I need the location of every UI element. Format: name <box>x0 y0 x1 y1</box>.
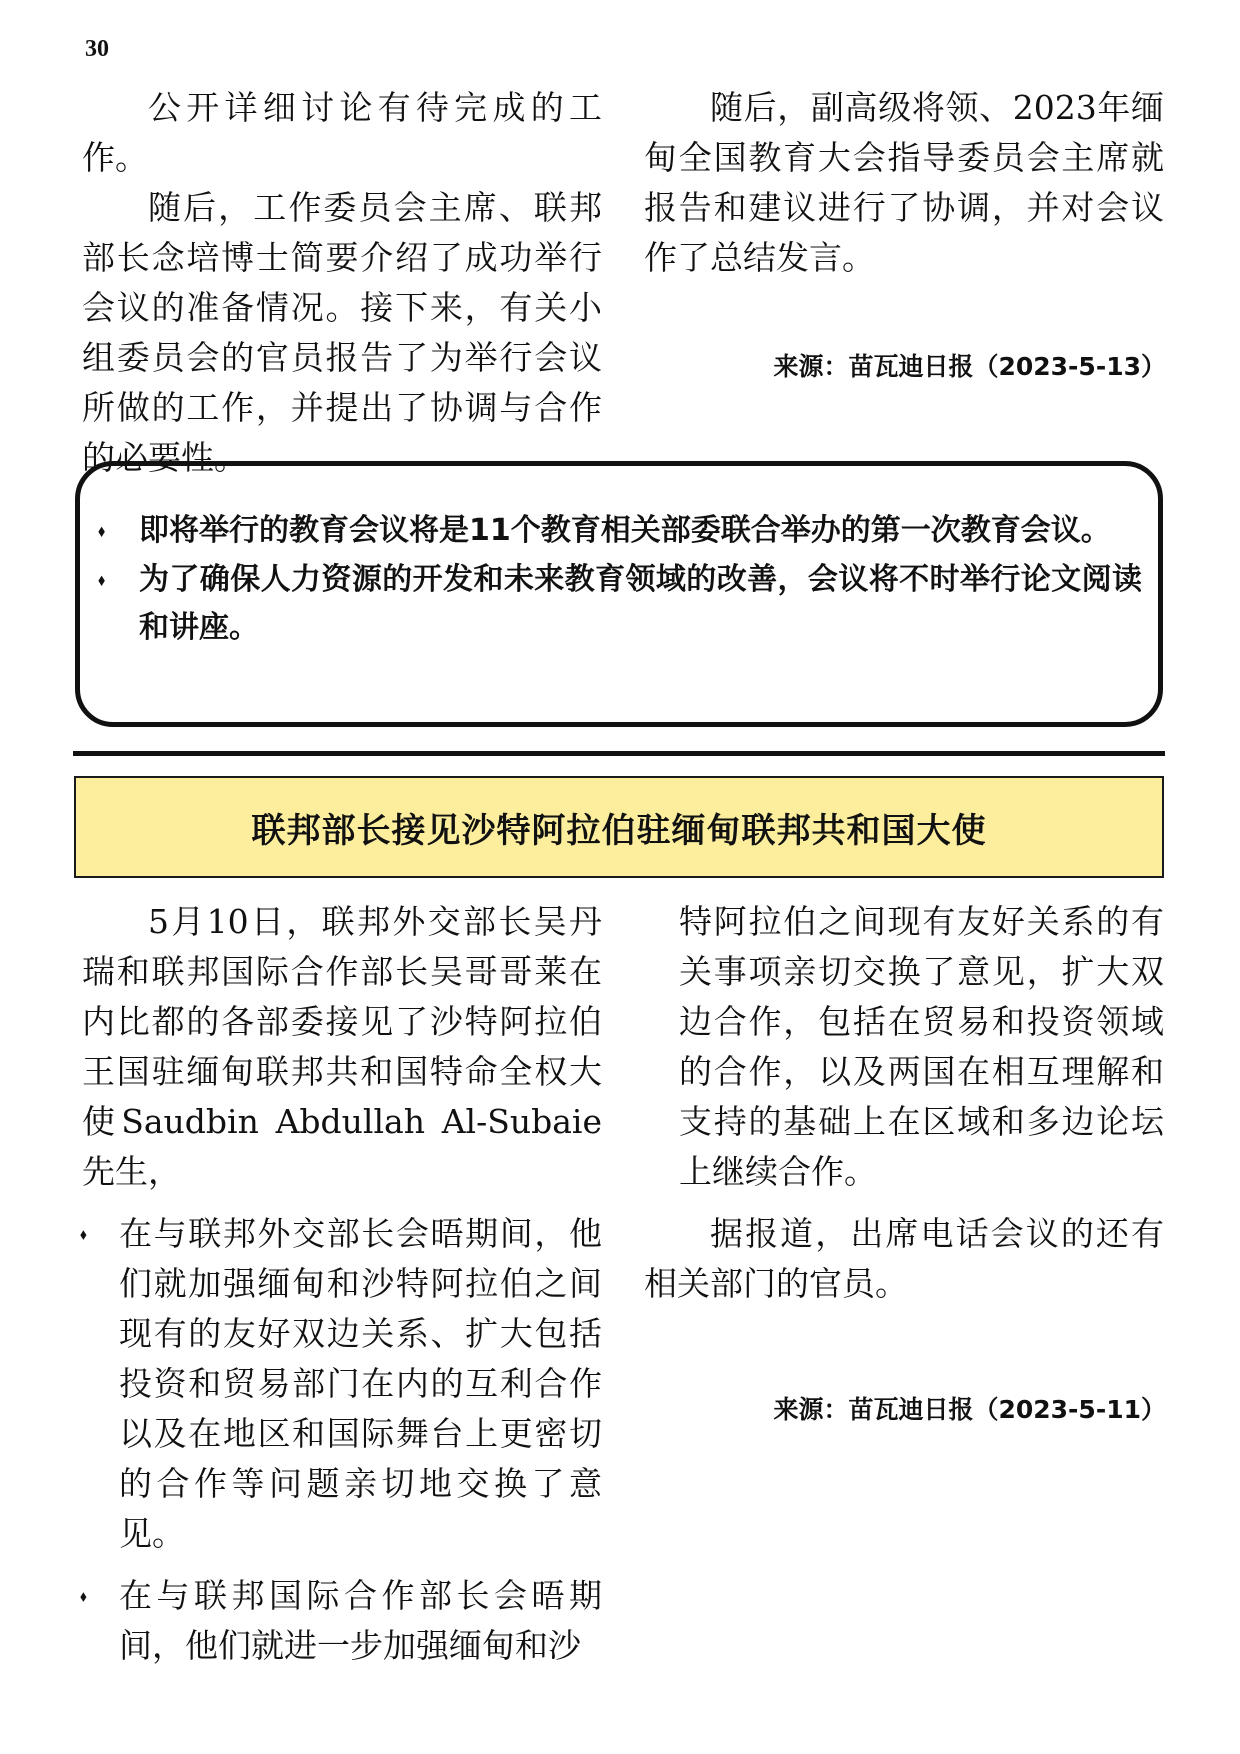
section-divider <box>73 751 1165 756</box>
article-left-column <box>82 897 602 1683</box>
summary-box <box>75 461 1163 727</box>
summary-item <box>98 556 1142 652</box>
top-right-column <box>644 83 1164 283</box>
diamond-bullet-icon: ⬧ <box>98 570 106 589</box>
article-intro: 5月10日，联邦外交部长吴丹瑞和联邦国际合作部长吴哥哥莱在内比都的各部委接见了沙特阿拉伯王国驻缅甸联邦共和国特命全权大使Saudbin Abdullah Al-Subaie先生， <box>82 902 602 1191</box>
summary-item-text: 即将举行的教育会议将是11个教育相关部委联合举办的第一次教育会议。 <box>139 513 1111 548</box>
article-bullet-text: 在与联邦国际合作部长会晤期间，他们就进一步加强缅甸和沙 <box>119 1576 602 1665</box>
article-headline: 联邦部长接见沙特阿拉伯驻缅甸联邦共和国大使 <box>74 776 1164 878</box>
article-bullet-text: 在与联邦外交部长会晤期间，他们就加强缅甸和沙特阿拉伯之间现有的友好双边关系、扩大包括投资和贸易部门在内的互利合作以及在地区和国际舞台上更密切的合作等问题亲切地交换了意见。 <box>119 1214 602 1553</box>
source-citation: 来源：苗瓦迪日报（2023-5-11） <box>773 1395 1166 1424</box>
article-closing: 据报道，出席电话会议的还有相关部门的官员。 <box>644 1214 1164 1303</box>
article-continuation: 特阿拉伯之间现有友好关系的有关事项亲切交换了意见，扩大双边合作，包括在贸易和投资领域的合作，以及两国在相互理解和支持的基础上在区域和多边论坛上继续合作。 <box>679 902 1164 1191</box>
diamond-bullet-icon: ⬧ <box>80 1225 87 1243</box>
summary-item-text: 为了确保人力资源的开发和未来教育领域的改善，会议将不时举行论文阅读和讲座。 <box>139 562 1142 645</box>
diamond-bullet-icon: ⬧ <box>98 521 106 540</box>
source-citation: 来源：苗瓦迪日报（2023-5-13） <box>773 352 1166 381</box>
article-bullet-item <box>82 1209 602 1559</box>
summary-list <box>98 507 1142 653</box>
article-bullet-list <box>82 1209 602 1671</box>
article-right-column <box>644 897 1164 1309</box>
page-number: 30 <box>85 36 109 62</box>
article-bullet-item <box>82 1571 602 1671</box>
paragraph: 随后，工作委员会主席、联邦部长念培博士简要介绍了成功举行会议的准备情况。接下来，有关小组委员会的官员报告了为举行会议所做的工作，并提出了协调与合作的必要性。 <box>82 188 602 477</box>
paragraph: 公开详细讨论有待完成的工作。 <box>82 88 602 177</box>
paragraph: 随后，副高级将领、2023年缅甸全国教育大会指导委员会主席就报告和建议进行了协调，并对会议作了总结发言。 <box>644 88 1164 277</box>
diamond-bullet-icon: ⬧ <box>80 1587 87 1605</box>
top-left-column <box>82 83 602 483</box>
summary-item <box>98 507 1142 555</box>
